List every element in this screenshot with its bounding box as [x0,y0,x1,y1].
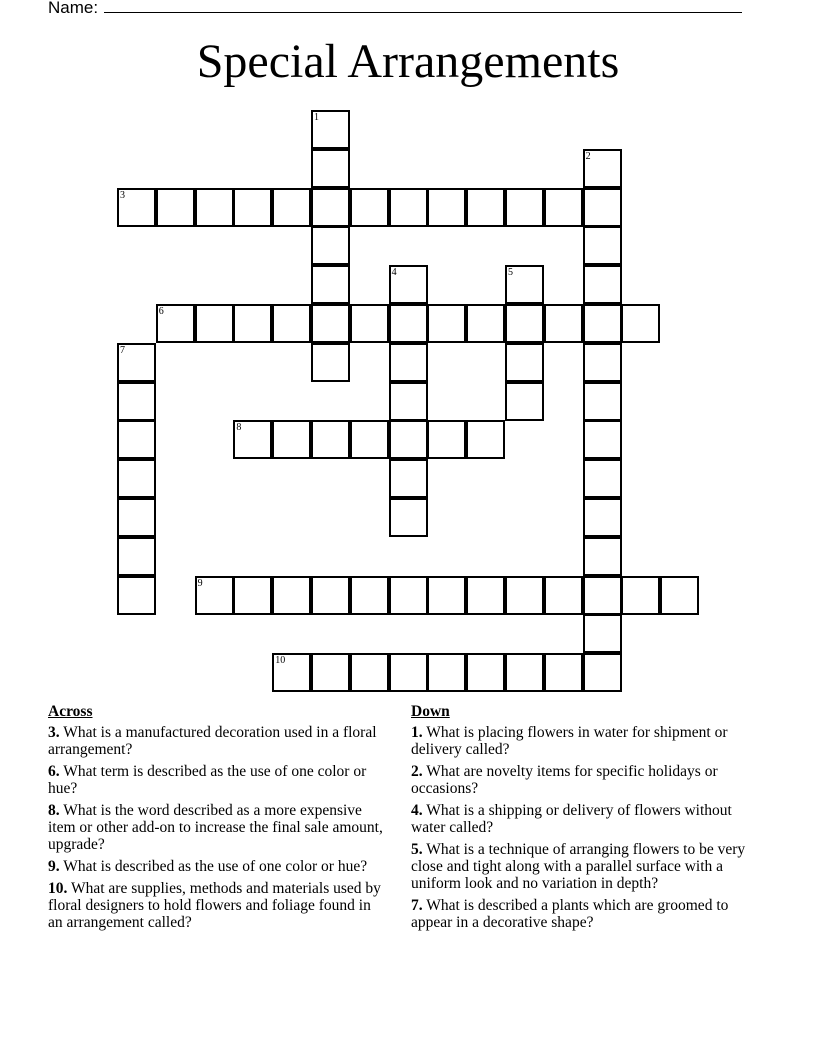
grid-cell[interactable] [117,576,156,615]
grid-cell[interactable] [621,304,660,343]
grid-cell[interactable] [505,265,544,304]
grid-cell[interactable] [544,304,583,343]
clue-text: What is a shipping or delivery of flowers without water called? [411,802,732,836]
grid-cell[interactable] [272,304,311,343]
grid-cell[interactable] [427,653,466,692]
clue-item [48,724,386,758]
grid-cell[interactable] [311,304,350,343]
grid-cell[interactable] [544,653,583,692]
grid-cell[interactable] [117,498,156,537]
grid-cell[interactable] [311,343,350,382]
clue-text: What is a technique of arranging flowers to be very close and tight along with a parallel surface with a uniform look and no variation in depth? [411,841,746,892]
clue-item [411,724,759,758]
clue-item [411,897,759,931]
grid-cell[interactable] [117,537,156,576]
grid-cell[interactable] [311,149,350,188]
clue-item [48,763,386,797]
grid-cell[interactable] [505,653,544,692]
clue-number: 8. [48,802,60,819]
grid-cell[interactable] [505,576,544,615]
grid-cell[interactable] [311,576,350,615]
grid-cell[interactable] [156,188,195,227]
grid-cell[interactable] [505,188,544,227]
grid-cell[interactable] [389,459,428,498]
grid-cell[interactable] [195,188,234,227]
grid-cell[interactable] [350,576,389,615]
grid-cell[interactable] [195,304,234,343]
grid-cell[interactable] [544,576,583,615]
grid-cell[interactable] [156,304,195,343]
clue-text: What is described a plants which are groomed to appear in a decorative shape? [411,897,729,931]
clue-number: 9. [48,858,60,875]
grid-cell[interactable] [389,576,428,615]
clue-number: 10. [48,880,68,897]
across-clues [48,703,386,936]
grid-cell[interactable] [350,420,389,459]
grid-cell[interactable] [272,576,311,615]
grid-cell[interactable] [583,149,622,188]
clue-number: 3. [48,724,60,741]
grid-cell[interactable] [389,498,428,537]
cell-number: 5 [508,267,513,279]
clue-item [48,858,386,875]
cell-number: 8 [236,422,242,434]
grid-cell[interactable] [389,265,428,304]
grid-cell[interactable] [466,188,505,227]
grid-cell[interactable] [233,188,272,227]
grid-cell[interactable] [466,576,505,615]
grid-cell[interactable] [117,420,156,459]
grid-cell[interactable] [583,343,622,382]
page-title: Special Arrangements [196,35,620,88]
grid-cell[interactable] [233,304,272,343]
clue-text: What is a manufactured decoration used in a floral arrangement? [48,724,377,758]
clue-item [411,763,759,797]
clue-text: What are novelty items for specific holidays or occasions? [411,763,718,797]
grid-cell[interactable] [583,459,622,498]
across-heading: Across [48,703,93,720]
clue-item [48,802,386,853]
grid-cell[interactable] [311,265,350,304]
grid-cell[interactable] [117,382,156,421]
grid-cell[interactable] [583,265,622,304]
clue-number: 6. [48,763,60,780]
grid-cell[interactable] [195,576,234,615]
grid-cell[interactable] [272,420,311,459]
grid-cell[interactable] [660,576,699,615]
cell-number: 4 [391,267,397,279]
grid-cell[interactable] [117,343,156,382]
clue-number: 2. [411,763,423,780]
grid-cell[interactable] [272,653,311,692]
grid-cell[interactable] [117,459,156,498]
grid-cell[interactable] [427,420,466,459]
name-label: Name: [48,0,99,17]
grid-cell[interactable] [233,576,272,615]
grid-cell[interactable] [389,382,428,421]
grid-cell[interactable] [583,304,622,343]
grid-cell[interactable] [311,188,350,227]
grid-cell[interactable] [350,188,389,227]
down-heading: Down [411,703,450,720]
grid-cell[interactable] [117,188,156,227]
grid-cell[interactable] [583,614,622,653]
cell-number: 1 [314,112,319,123]
grid-cell[interactable] [583,537,622,576]
clue-item [411,841,759,892]
grid-cell[interactable] [583,420,622,459]
cell-number: 6 [158,306,164,317]
grid-cell[interactable] [427,188,466,227]
clue-text: What term is described as the use of one color or hue? [48,763,367,797]
clue-item [48,880,386,931]
clue-text: What are supplies, methods and materials used by floral designers to hold flowers and foliage found in an arrangement called? [48,880,381,931]
clue-text: What is placing flowers in water for shipment or delivery called? [411,724,728,758]
grid-cell[interactable] [466,420,505,459]
grid-cell[interactable] [389,653,428,692]
cell-number: 9 [197,577,203,589]
grid-cell[interactable] [583,653,622,692]
grid-cell[interactable] [311,110,350,149]
grid-cell[interactable] [389,343,428,382]
grid-cell[interactable] [311,653,350,692]
clue-number: 1. [411,724,423,741]
grid-cell[interactable] [427,304,466,343]
grid-cell[interactable] [505,382,544,421]
grid-cell[interactable] [505,304,544,343]
grid-cell[interactable] [583,576,622,615]
cell-number: 2 [585,150,591,162]
grid-cell[interactable] [350,653,389,692]
clue-text: What is described as the use of one color or hue? [59,858,368,875]
grid-cell[interactable] [583,188,622,227]
clue-number: 7. [411,897,423,914]
grid-cell[interactable] [583,382,622,421]
cell-number: 3 [120,189,125,201]
grid-cell[interactable] [505,343,544,382]
grid-cell[interactable] [427,576,466,615]
clue-number: 4. [411,802,423,819]
grid-cell[interactable] [272,188,311,227]
grid-cell[interactable] [583,498,622,537]
grid-cell[interactable] [233,420,272,459]
clue-text: What is the word described as a more expensive item or other add-on to increase the final sale amount, upgrade? [48,802,383,853]
down-clues [411,703,759,936]
clue-item [411,802,759,836]
grid-cell[interactable] [466,653,505,692]
grid-cell[interactable] [389,188,428,227]
grid-cell[interactable] [350,304,389,343]
cell-number: 10 [275,655,286,667]
grid-cell[interactable] [389,420,428,459]
grid-cell[interactable] [389,304,428,343]
grid-cell[interactable] [621,576,660,615]
clue-number: 5. [411,841,423,858]
grid-cell[interactable] [544,188,583,227]
grid-cell[interactable] [466,304,505,343]
grid-cell[interactable] [311,420,350,459]
grid-cell[interactable] [583,226,622,265]
grid-cell[interactable] [311,226,350,265]
cell-number: 7 [120,344,125,356]
